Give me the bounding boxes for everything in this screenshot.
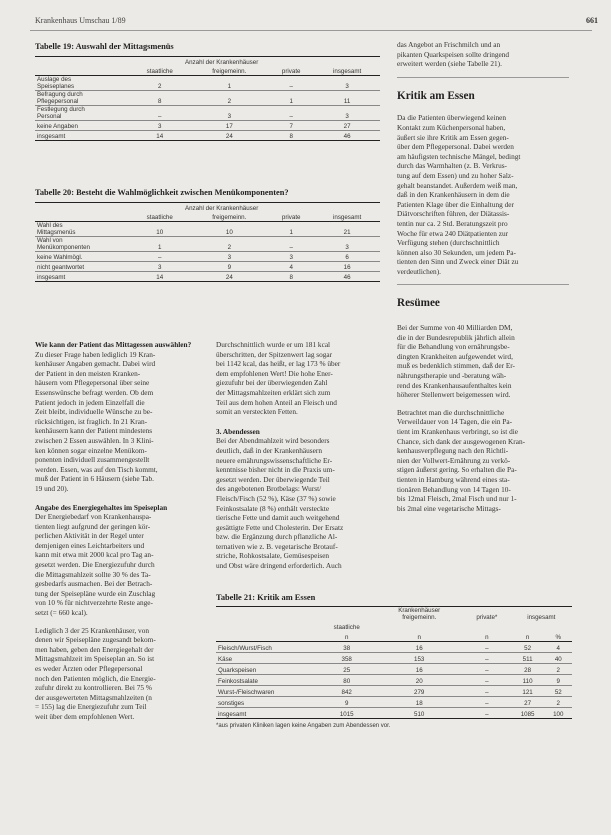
table-cell: 3 — [314, 237, 380, 252]
table-row — [35, 237, 380, 252]
table-row — [216, 697, 572, 708]
table-cell: 279 — [375, 686, 463, 697]
table-header-cell — [216, 607, 318, 622]
row-label: Quarkspeisen — [216, 664, 318, 675]
table-cell: 14 — [129, 272, 191, 282]
table-cell: 1 — [129, 237, 191, 252]
table-cell: 110 — [511, 675, 545, 686]
table-row — [216, 675, 572, 686]
table-row — [35, 76, 380, 91]
column-header: staatliche — [333, 624, 360, 631]
table-cell: 1015 — [318, 708, 375, 719]
text-line: Verweildauer von 14 Tagen, die ein Pa- — [397, 417, 513, 427]
table-header-row — [35, 212, 380, 222]
text-line: neuere ernährungswissenschaftliche Er- — [216, 455, 333, 465]
text-line: muß es bedenklich stimmen, daß der Er- — [397, 361, 515, 371]
text-line: dingten Krankheiten aufgewendet wird, — [397, 351, 513, 361]
column-header: % — [545, 631, 572, 642]
text-line: tierische Fette und damit auch weitgehend — [216, 513, 340, 523]
table-cell: 6 — [314, 252, 380, 262]
text-line: bis 12mal Fleisch, 2mal Fisch und nur 1- — [397, 494, 517, 504]
column-header: staatliche — [129, 66, 191, 76]
text-line: gehalt beanstandet. Außerdem weiß man, — [397, 180, 518, 190]
text-line: für die Behandlung von ernährungsbe- — [397, 342, 510, 352]
table-cell: 10 — [129, 222, 191, 237]
text-line: Chance, sich dank der ausgewogenen Kran- — [397, 436, 526, 446]
text-line: denen wir Speisepläne zugesandt bekom- — [35, 635, 156, 645]
table-cell: 40 — [545, 653, 572, 664]
table-cell: 3 — [268, 252, 314, 262]
table-header-row — [35, 57, 380, 67]
text-line: pikanten Quarkspeisen sollte dringend — [397, 49, 510, 59]
table-header-row — [35, 66, 380, 76]
text-line: kenhausverpflegung nach den Richtli- — [397, 446, 509, 456]
table-cell: 27 — [511, 697, 545, 708]
text-line: tung auf dem Essen) und zu hoher Salz- — [397, 170, 514, 180]
table-cell: 3 — [314, 76, 380, 91]
table-cell: 46 — [314, 131, 380, 141]
right-column — [397, 40, 569, 513]
table-header-cell — [35, 203, 129, 213]
column-header: n — [463, 631, 511, 642]
table-cell: 2 — [545, 697, 572, 708]
table19-caption: Tabelle 19: Auswahl der Mittagsmenüs — [35, 42, 174, 51]
table-cell: 46 — [314, 272, 380, 282]
row-label: Feinkostsalate — [216, 675, 318, 686]
section-heading: 3. Abendessen — [216, 426, 260, 436]
column-header: insgesamt — [314, 212, 380, 222]
text-line: tient im Krankenhaus verbringt, so ist die — [397, 427, 518, 436]
table-header-cell — [463, 621, 511, 631]
text-line: gesbedarfs ausmachen. Bei der Betrach- — [35, 579, 153, 589]
text-line: Essenswünsche befragt werden. Ob dem — [35, 387, 154, 397]
table-cell: 11 — [314, 91, 380, 106]
table-cell: – — [463, 697, 511, 708]
text-line: äußert sie ihre Kritik am Essen gegen- — [397, 132, 509, 142]
text-line: bei 1142 kcal, das heißt, er lag 173 % über — [216, 359, 341, 369]
text-line: der Patient in den meisten Kranken- — [35, 368, 141, 378]
table20 — [35, 202, 380, 282]
row-label: Befragung durch Pflegepersonal — [35, 91, 129, 106]
column-header: freigemeinn. — [191, 212, 269, 222]
table-cell: 1 — [191, 76, 269, 91]
text-line: können also 30 Sekunden, um jedem Pa- — [397, 247, 516, 257]
column-header: staatliche — [129, 212, 191, 222]
text-line: Betrachtet man die durchschnittliche — [397, 407, 505, 417]
table-cell: 10 — [191, 222, 269, 237]
text-line: nien der Vollwert-Ernährung zu verkö- — [397, 455, 511, 465]
text-line: Woche für etwa 240 Diätpatienten zur — [397, 228, 509, 238]
text-line: noch den Patienten möglich, die Energie- — [35, 673, 156, 683]
middle-para1 — [216, 340, 382, 417]
table-cell: 510 — [375, 708, 463, 719]
table-cell: 8 — [268, 131, 314, 141]
table-cell: 3 — [129, 262, 191, 272]
table-header-row — [216, 607, 572, 622]
table-row — [35, 121, 380, 131]
text-line: ternativen wie z. B. vegetarische Brotauf- — [216, 541, 338, 551]
text-line: ponenten individuell zusammengestellt — [35, 455, 150, 465]
table19 — [35, 56, 380, 141]
table-cell: 121 — [511, 686, 545, 697]
table-cell: 9 — [545, 675, 572, 686]
text-line: muß der Patient in 6 Häusern (siehe Tab. — [35, 474, 154, 484]
table21-caption: Tabelle 21: Kritik am Essen — [216, 593, 316, 602]
table-cell: 16 — [375, 664, 463, 675]
text-line: giezufuhr bei der überwiegenden Zahl — [216, 378, 328, 388]
section-divider — [397, 284, 569, 285]
page-number: 661 — [586, 16, 598, 25]
text-line: und Obst wäre dringend erforderlich. Auch — [216, 561, 342, 571]
row-label: insgesamt — [35, 272, 129, 282]
table-header-row — [216, 621, 572, 631]
table-header-cell — [314, 203, 380, 213]
text-line: rücksichtigen, ist fraglich. In 21 Kran- — [35, 416, 148, 426]
table-group-header: Anzahl der Krankenhäuser — [129, 203, 314, 213]
middle-column — [216, 340, 382, 571]
text-line: durch das Warmhalten (z. B. Verkrus- — [397, 161, 507, 171]
text-line: kenhäuser Angaben gemacht. Dabei wird — [35, 359, 156, 369]
column-header: private — [268, 212, 314, 222]
row-label: insgesamt — [216, 708, 318, 719]
column-header: insgesamt — [511, 607, 572, 622]
table-cell: 153 — [375, 653, 463, 664]
text-line: Zeit bleibt, individuelle Wünsche zu be- — [35, 407, 153, 417]
text-line: es weder Ärzten oder Pflegepersonal — [35, 664, 143, 673]
row-label: keine Wahlmögl. — [35, 252, 129, 262]
text-line: tung der Speisepläne wurde ein Zuschlag — [35, 588, 156, 598]
table-row — [35, 106, 380, 121]
text-line: die in der Bundesrepublik jährlich allein — [397, 332, 515, 342]
table-cell: 16 — [314, 262, 380, 272]
table-header-cell — [35, 212, 129, 222]
text-line: Fleisch/Fisch (52 %), Käse (37 %) sowie — [216, 493, 336, 503]
table-cell: 28 — [511, 664, 545, 675]
table-cell: 4 — [268, 262, 314, 272]
row-label: Wahl von Menükomponenten — [35, 237, 129, 252]
text-line: kenntnisse bisher nicht in die Praxis um- — [216, 465, 335, 475]
text-line: perlichen Aktivität in der Regel unter — [35, 531, 144, 541]
text-line: Zu dieser Frage haben lediglich 19 Kran- — [35, 349, 156, 359]
table21-grid — [216, 606, 572, 719]
text-line: ken können sogar einzelne Menükom- — [35, 445, 147, 455]
table-cell: 14 — [129, 131, 191, 141]
table-cell: – — [463, 686, 511, 697]
text-line: Lediglich 3 der 25 Krankenhäuser, von — [35, 625, 149, 635]
left-section2-body — [35, 512, 203, 618]
table-cell: 1 — [268, 222, 314, 237]
text-line: stigen äußerst gering. So erhalten die Pa- — [397, 465, 517, 475]
text-line: Bei der Summe von 40 Milliarden DM, — [397, 323, 513, 333]
table-header-cell — [35, 57, 129, 67]
text-line: am häufigsten technische Mängel, bedingt — [397, 151, 521, 161]
text-line: Mittagsmahlzeit im Speiseplan an. So ist — [35, 654, 155, 664]
running-title: Krankenhaus Umschau 1/89 — [35, 16, 126, 25]
text-line: weit über dem empfohlenen Wert. — [35, 711, 135, 721]
table-cell: 38 — [318, 642, 375, 653]
table-header-cell — [216, 621, 318, 631]
left-section1-body — [35, 350, 203, 494]
table-total-row — [35, 272, 380, 282]
text-line: Teil aus dem hohen Anteil an Fleisch und — [216, 397, 337, 407]
table20-caption: Tabelle 20: Besteht die Wahlmöglichkeit zwischen Menükomponenten? — [35, 188, 289, 197]
table-group-header: Krankenhäuser freigemeinn. — [375, 607, 463, 622]
text-line: von 10 % für nichtverzehrte Reste ange- — [35, 598, 153, 608]
section-divider — [397, 77, 569, 78]
text-line: kenhäusern kann der Patient mindestens — [35, 426, 153, 436]
text-line: Da die Patienten überwiegend keinen — [397, 113, 507, 123]
row-label: sonstiges — [216, 697, 318, 708]
text-line: somit an versteckten Fetten. — [216, 407, 298, 417]
text-line: rend des Krankenhausaufenthaltes kein — [397, 380, 512, 390]
text-line: verdeutlichen). — [397, 266, 441, 276]
table-cell: – — [463, 664, 511, 675]
text-line: tionären Behandlung von 14 Tagen 10- — [397, 484, 511, 494]
left-section3-body — [35, 626, 203, 722]
table-cell: 8 — [268, 272, 314, 282]
table19-grid — [35, 56, 380, 141]
table-cell: 511 — [511, 653, 545, 664]
text-line: tienten liegt aufgrund der geringen kör- — [35, 521, 151, 531]
table-row — [35, 91, 380, 106]
text-line: tienten den Sinn und Zweck einer Diät zu — [397, 257, 519, 267]
text-line: tentin nur ca. 2 Std. Beratungszeit pro — [397, 218, 508, 228]
text-line: gesetzt werden. Die Energiezufuhr durch — [35, 560, 155, 570]
text-line: zwischen 2 Essen auswählen. In 3 Klini- — [35, 435, 154, 445]
text-line: werden. Essen, was auf den Tisch kommt, — [35, 464, 158, 474]
table-cell: 52 — [511, 642, 545, 653]
row-label: Auslage des Speiseplanes — [35, 76, 129, 91]
row-label: keine Angaben — [35, 121, 129, 131]
text-line: Patient jedoch in jedem Einzelfall die — [35, 397, 145, 407]
table-header-cell — [545, 621, 572, 631]
table-cell: 3 — [191, 106, 269, 121]
table-cell: 24 — [191, 272, 269, 282]
table-cell: 8 — [129, 91, 191, 106]
text-line: striche, Rohkostsalate, Gemüsespeisen — [216, 551, 330, 561]
table-cell: 52 — [545, 686, 572, 697]
table-header-row — [35, 203, 380, 213]
section-heading: Angabe des Energiegehaltes im Speiseplan — [35, 502, 168, 512]
text-line: kann mit etwa mit 2000 kcal pro Tag an- — [35, 550, 154, 560]
table-cell: 9 — [191, 262, 269, 272]
right-section3-body — [397, 408, 569, 514]
text-line: über dem Pflegepersonal. Dabei werden — [397, 142, 514, 152]
text-line: gesättigte Fette und Cholesterin. Der Ersatz — [216, 522, 344, 532]
text-line: demjenigen eines Leichtarbeiters und — [35, 540, 145, 550]
table-cell: – — [463, 642, 511, 653]
table-row — [216, 653, 572, 664]
text-line: Patienten Klage über die Einhaltung der — [397, 199, 514, 209]
text-line: Diätvorschriften führen, der Diätassis- — [397, 209, 510, 219]
table-cell: 16 — [375, 642, 463, 653]
column-header: insgesamt — [314, 66, 380, 76]
table-cell: 358 — [318, 653, 375, 664]
section-title-resumee: Resümee — [397, 297, 440, 310]
row-label: Wurst-/Fleischwaren — [216, 686, 318, 697]
table-row — [216, 686, 572, 697]
table-cell: 17 — [191, 121, 269, 131]
text-line: daß in den Krankenhäusern in dem die — [397, 190, 510, 200]
table-row — [35, 252, 380, 262]
text-line: = 155) lag die Energiezufuhr zum Teil — [35, 702, 147, 712]
column-header: n — [375, 631, 463, 642]
row-label: Käse — [216, 653, 318, 664]
section-title-kritik: Kritik am Essen — [397, 89, 475, 102]
row-label: Wahl des Mittagsmenüs — [35, 222, 129, 237]
table-cell: – — [129, 106, 191, 121]
table-total-row — [35, 131, 380, 141]
text-line: Feinkostsalate (8 %) enthält versteckte — [216, 503, 330, 513]
table-cell: – — [463, 653, 511, 664]
text-line: gesetzt werden. Der überwiegende Teil — [216, 474, 330, 484]
table20-grid — [35, 202, 380, 282]
text-line: tienten in Hamburg während eines sta- — [397, 474, 510, 484]
table-header-cell — [35, 66, 129, 76]
table-cell: – — [268, 106, 314, 121]
table-cell: 1 — [268, 91, 314, 106]
table-row — [35, 262, 380, 272]
table-cell: 21 — [314, 222, 380, 237]
middle-para2 — [216, 436, 382, 570]
text-line: der Mittagsmahlzeiten erklärt sich zum — [216, 387, 331, 397]
table-row — [216, 664, 572, 675]
text-line: häusern vom Pflegepersonal über seine — [35, 378, 150, 388]
table21-footnote: *aus privaten Kliniken lagen keine Angaben zum Abendessen vor. — [216, 723, 391, 729]
table-cell: – — [463, 708, 511, 719]
table-cell: 80 — [318, 675, 375, 686]
row-label: Festlegung durch Personal — [35, 106, 129, 121]
table-total-row — [216, 708, 572, 719]
table-header-cell — [216, 631, 318, 642]
text-line: nährungstherapie und -beratung wäh- — [397, 371, 507, 381]
text-line: setzt (= 660 kcal). — [35, 608, 88, 618]
table-cell: 3 — [191, 252, 269, 262]
text-line: überschritten, der Spitzenwert lag sogar — [216, 349, 333, 359]
column-header: private — [268, 66, 314, 76]
right-para1 — [397, 40, 569, 69]
text-line: des angebotenen Brotbelags: Wurst/ — [216, 484, 322, 494]
table-header-row — [216, 631, 572, 642]
text-line: deutlich, daß in der Krankenhäusern — [216, 445, 322, 455]
text-line: die Mittagsmahlzeit sollte 30 % des Ta- — [35, 569, 151, 579]
table-cell: 9 — [318, 697, 375, 708]
text-line: bzw. die Ergänzung durch pflanzliche Al- — [216, 532, 338, 542]
table-cell: 20 — [375, 675, 463, 686]
table-cell: – — [129, 252, 191, 262]
table-cell: 2 — [545, 664, 572, 675]
column-header: private* — [463, 607, 511, 622]
row-label: Fleisch/Wurst/Fisch — [216, 642, 318, 653]
table-cell: 24 — [191, 131, 269, 141]
column-header: freigemeinn. — [191, 66, 269, 76]
table-header-cell — [314, 57, 380, 67]
table-cell: 2 — [191, 91, 269, 106]
row-label: nicht geantwortet — [35, 262, 129, 272]
text-line: Durchschnittlich wurde er um 181 kcal — [216, 340, 331, 349]
text-line: der ausgewerteten Mittagsmahlzeiten (n — [35, 692, 152, 702]
table-cell: 18 — [375, 697, 463, 708]
section-heading: Wie kann der Patient das Mittagessen auswählen? — [35, 340, 192, 349]
table-cell: 842 — [318, 686, 375, 697]
column-header: n — [511, 631, 545, 642]
text-line: dem empfohlenen Wert! Die hohe Ener- — [216, 368, 333, 378]
table-cell: – — [268, 76, 314, 91]
table-row — [35, 222, 380, 237]
text-line: das Angebot an Frischmilch und an — [397, 40, 501, 49]
table-cell: 27 — [314, 121, 380, 131]
text-line: men haben, geben den Energiegehalt der — [35, 644, 154, 654]
table-header-cell — [375, 621, 463, 631]
column-header: n — [318, 631, 375, 642]
table-cell: 2 — [129, 76, 191, 91]
table-cell: – — [463, 675, 511, 686]
text-line: 19 und 20). — [35, 483, 69, 493]
table-cell: 100 — [545, 708, 572, 719]
text-line: Bei der Abendmahlzeit wird besonders — [216, 436, 330, 446]
table-cell: 7 — [268, 121, 314, 131]
table-header-cell — [511, 621, 545, 631]
right-section1-body — [397, 113, 569, 276]
row-label: insgesamt — [35, 131, 129, 141]
text-line: Verfügung stehen (durchschnittlich — [397, 238, 500, 248]
table-cell: 1085 — [511, 708, 545, 719]
text-line: bis 2mal eine vegetarische Mittags- — [397, 503, 501, 513]
table-row — [216, 642, 572, 653]
text-line: Kontakt zum Küchenpersonal haben, — [397, 122, 506, 132]
text-line: zufuhr direkt zu kontrollieren. Bei 75 % — [35, 683, 152, 693]
table-cell: 3 — [129, 121, 191, 131]
table-cell: 3 — [314, 106, 380, 121]
table-group-header: Anzahl der Krankenhäuser — [129, 57, 314, 67]
text-line: erweitert werden (siehe Tabelle 21). — [397, 59, 502, 69]
table-header-cell — [318, 607, 375, 622]
table-cell: – — [268, 237, 314, 252]
table-cell: 2 — [191, 237, 269, 252]
table21 — [216, 606, 572, 729]
table-cell: 25 — [318, 664, 375, 675]
left-column — [35, 340, 203, 722]
table-cell: 4 — [545, 642, 572, 653]
text-line: Der Energiebedarf von Krankenhauspa- — [35, 512, 152, 522]
header-rule — [30, 30, 592, 31]
right-section2-body — [397, 323, 569, 400]
text-line: höherer Stellenwert beigemessen wird. — [397, 390, 511, 400]
